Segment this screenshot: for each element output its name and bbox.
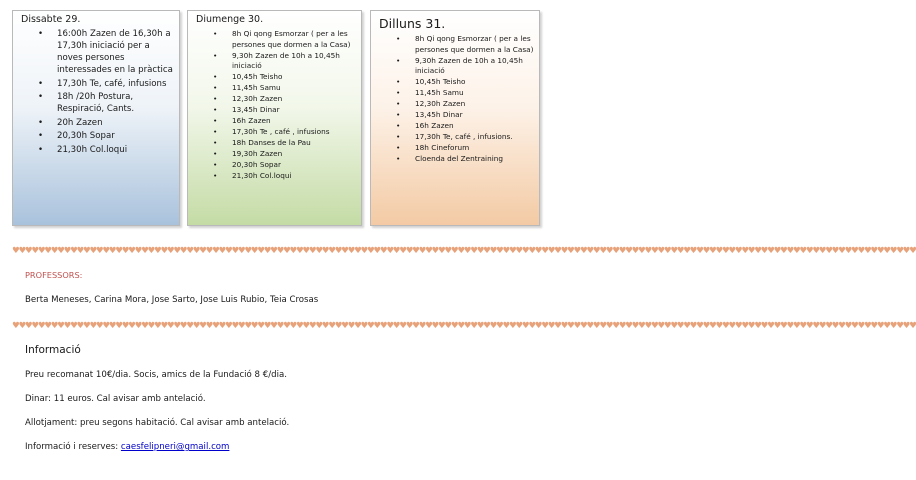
professors-heading: PROFESSORS: bbox=[25, 270, 83, 280]
schedule-item: • 12,30h Zazen bbox=[385, 99, 537, 110]
schedule-item: • Cloenda del Zentraining bbox=[385, 154, 537, 165]
schedule-item: • 18h Danses de la Pau bbox=[202, 138, 359, 149]
saturday-schedule-box bbox=[12, 10, 180, 226]
schedule-item: • 20,30h Sopar bbox=[202, 160, 359, 171]
schedule-item: • 21,30h Col.loqui bbox=[202, 171, 359, 182]
schedule-item: • 11,45h Samu bbox=[202, 83, 359, 94]
price-info: Preu recomanat 10€/dia. Socis, amics de la Fundació 8 €/dia. bbox=[25, 370, 287, 380]
schedule-item: • 17,30h Te, café , infusions. bbox=[385, 132, 537, 143]
schedule-item: • 17,30h Te , café , infusions bbox=[202, 127, 359, 138]
schedule-item: • 13,45h Dinar bbox=[202, 105, 359, 116]
schedule-item: • 21,30h Col.loqui bbox=[27, 144, 175, 156]
schedule-item: • 18h /20h Postura, Respiració, Cants. bbox=[27, 91, 175, 115]
schedule-item: • 16h Zazen bbox=[385, 121, 537, 132]
reservations-label: Informació i reserves: bbox=[25, 442, 119, 452]
schedule-item: • 18h Cineforum bbox=[385, 143, 537, 154]
schedule-item: • 8h Qi qong Esmorzar ( per a les persones que dormen a la Casa) bbox=[202, 29, 359, 50]
schedule-item: • 19,30h Zazen bbox=[202, 149, 359, 160]
schedule-item: • 16:00h Zazen de 16,30h a 17,30h iniciació per a noves persones interessades en la pràctica bbox=[27, 28, 175, 76]
schedule-item: • 20h Zazen bbox=[27, 117, 175, 129]
schedule-item: • 9,30h Zazen de 10h a 10,45h iniciació bbox=[202, 51, 359, 72]
schedule-item: • 10,45h Teisho bbox=[202, 72, 359, 83]
schedule-item: • 10,45h Teisho bbox=[385, 77, 537, 88]
sunday-list bbox=[202, 29, 359, 182]
reservations-email-link[interactable]: caesfelipneri@gmail.com bbox=[120, 442, 230, 452]
heart-divider: ♥♥♥♥♥♥♥♥♥♥♥♥♥♥♥♥♥♥♥♥♥♥♥♥♥♥♥♥♥♥♥♥♥♥♥♥♥♥♥♥♥♥♥♥♥♥♥♥♥♥♥♥♥♥♥♥♥♥♥♥♥♥♥♥♥♥♥♥♥♥♥♥♥♥♥♥♥♥♥♥♥♥♥♥♥♥♥♥♥♥♥♥♥♥♥♥♥♥♥♥♥♥♥♥♥♥♥♥♥♥♥♥♥♥♥♥♥♥♥♥♥♥♥♥♥♥♥♥♥♥♥♥♥♥♥♥♥♥♥♥ bbox=[12, 246, 916, 256]
schedule-item: • 8h Qi qong Esmorzar ( per a les persones que dormen a la Casa) bbox=[385, 34, 537, 55]
dinner-info: Dinar: 11 euros. Cal avisar amb antelació. bbox=[25, 394, 206, 404]
sunday-schedule-box bbox=[187, 10, 362, 226]
schedule-item: • 17,30h Te, café, infusions bbox=[27, 78, 175, 90]
schedule-item: • 12,30h Zazen bbox=[202, 94, 359, 105]
heart-divider: ♥♥♥♥♥♥♥♥♥♥♥♥♥♥♥♥♥♥♥♥♥♥♥♥♥♥♥♥♥♥♥♥♥♥♥♥♥♥♥♥♥♥♥♥♥♥♥♥♥♥♥♥♥♥♥♥♥♥♥♥♥♥♥♥♥♥♥♥♥♥♥♥♥♥♥♥♥♥♥♥♥♥♥♥♥♥♥♥♥♥♥♥♥♥♥♥♥♥♥♥♥♥♥♥♥♥♥♥♥♥♥♥♥♥♥♥♥♥♥♥♥♥♥♥♥♥♥♥♥♥♥♥♥♥♥♥♥♥♥♥ bbox=[12, 321, 916, 331]
lodging-info: Allotjament: preu segons habitació. Cal avisar amb antelació. bbox=[25, 418, 290, 428]
info-heading: Informació bbox=[25, 344, 81, 356]
sunday-title: Diumenge 30. bbox=[196, 14, 264, 25]
reservations-line bbox=[25, 442, 229, 452]
schedule-item: • 11,45h Samu bbox=[385, 88, 537, 99]
saturday-list bbox=[27, 28, 175, 157]
saturday-title: Dissabte 29. bbox=[21, 14, 81, 25]
schedule-item: • 16h Zazen bbox=[202, 116, 359, 127]
professors-list: Berta Meneses, Carina Mora, Jose Sarto, Jose Luis Rubio, Teia Crosas bbox=[25, 295, 319, 305]
monday-schedule-box bbox=[370, 10, 540, 226]
monday-list bbox=[385, 34, 537, 165]
schedule-item: • 9,30h Zazen de 10h a 10,45h iniciació bbox=[385, 56, 537, 77]
schedule-item: • 13,45h Dinar bbox=[385, 110, 537, 121]
schedule-item: • 20,30h Sopar bbox=[27, 130, 175, 142]
monday-title: Dilluns 31. bbox=[379, 16, 446, 31]
